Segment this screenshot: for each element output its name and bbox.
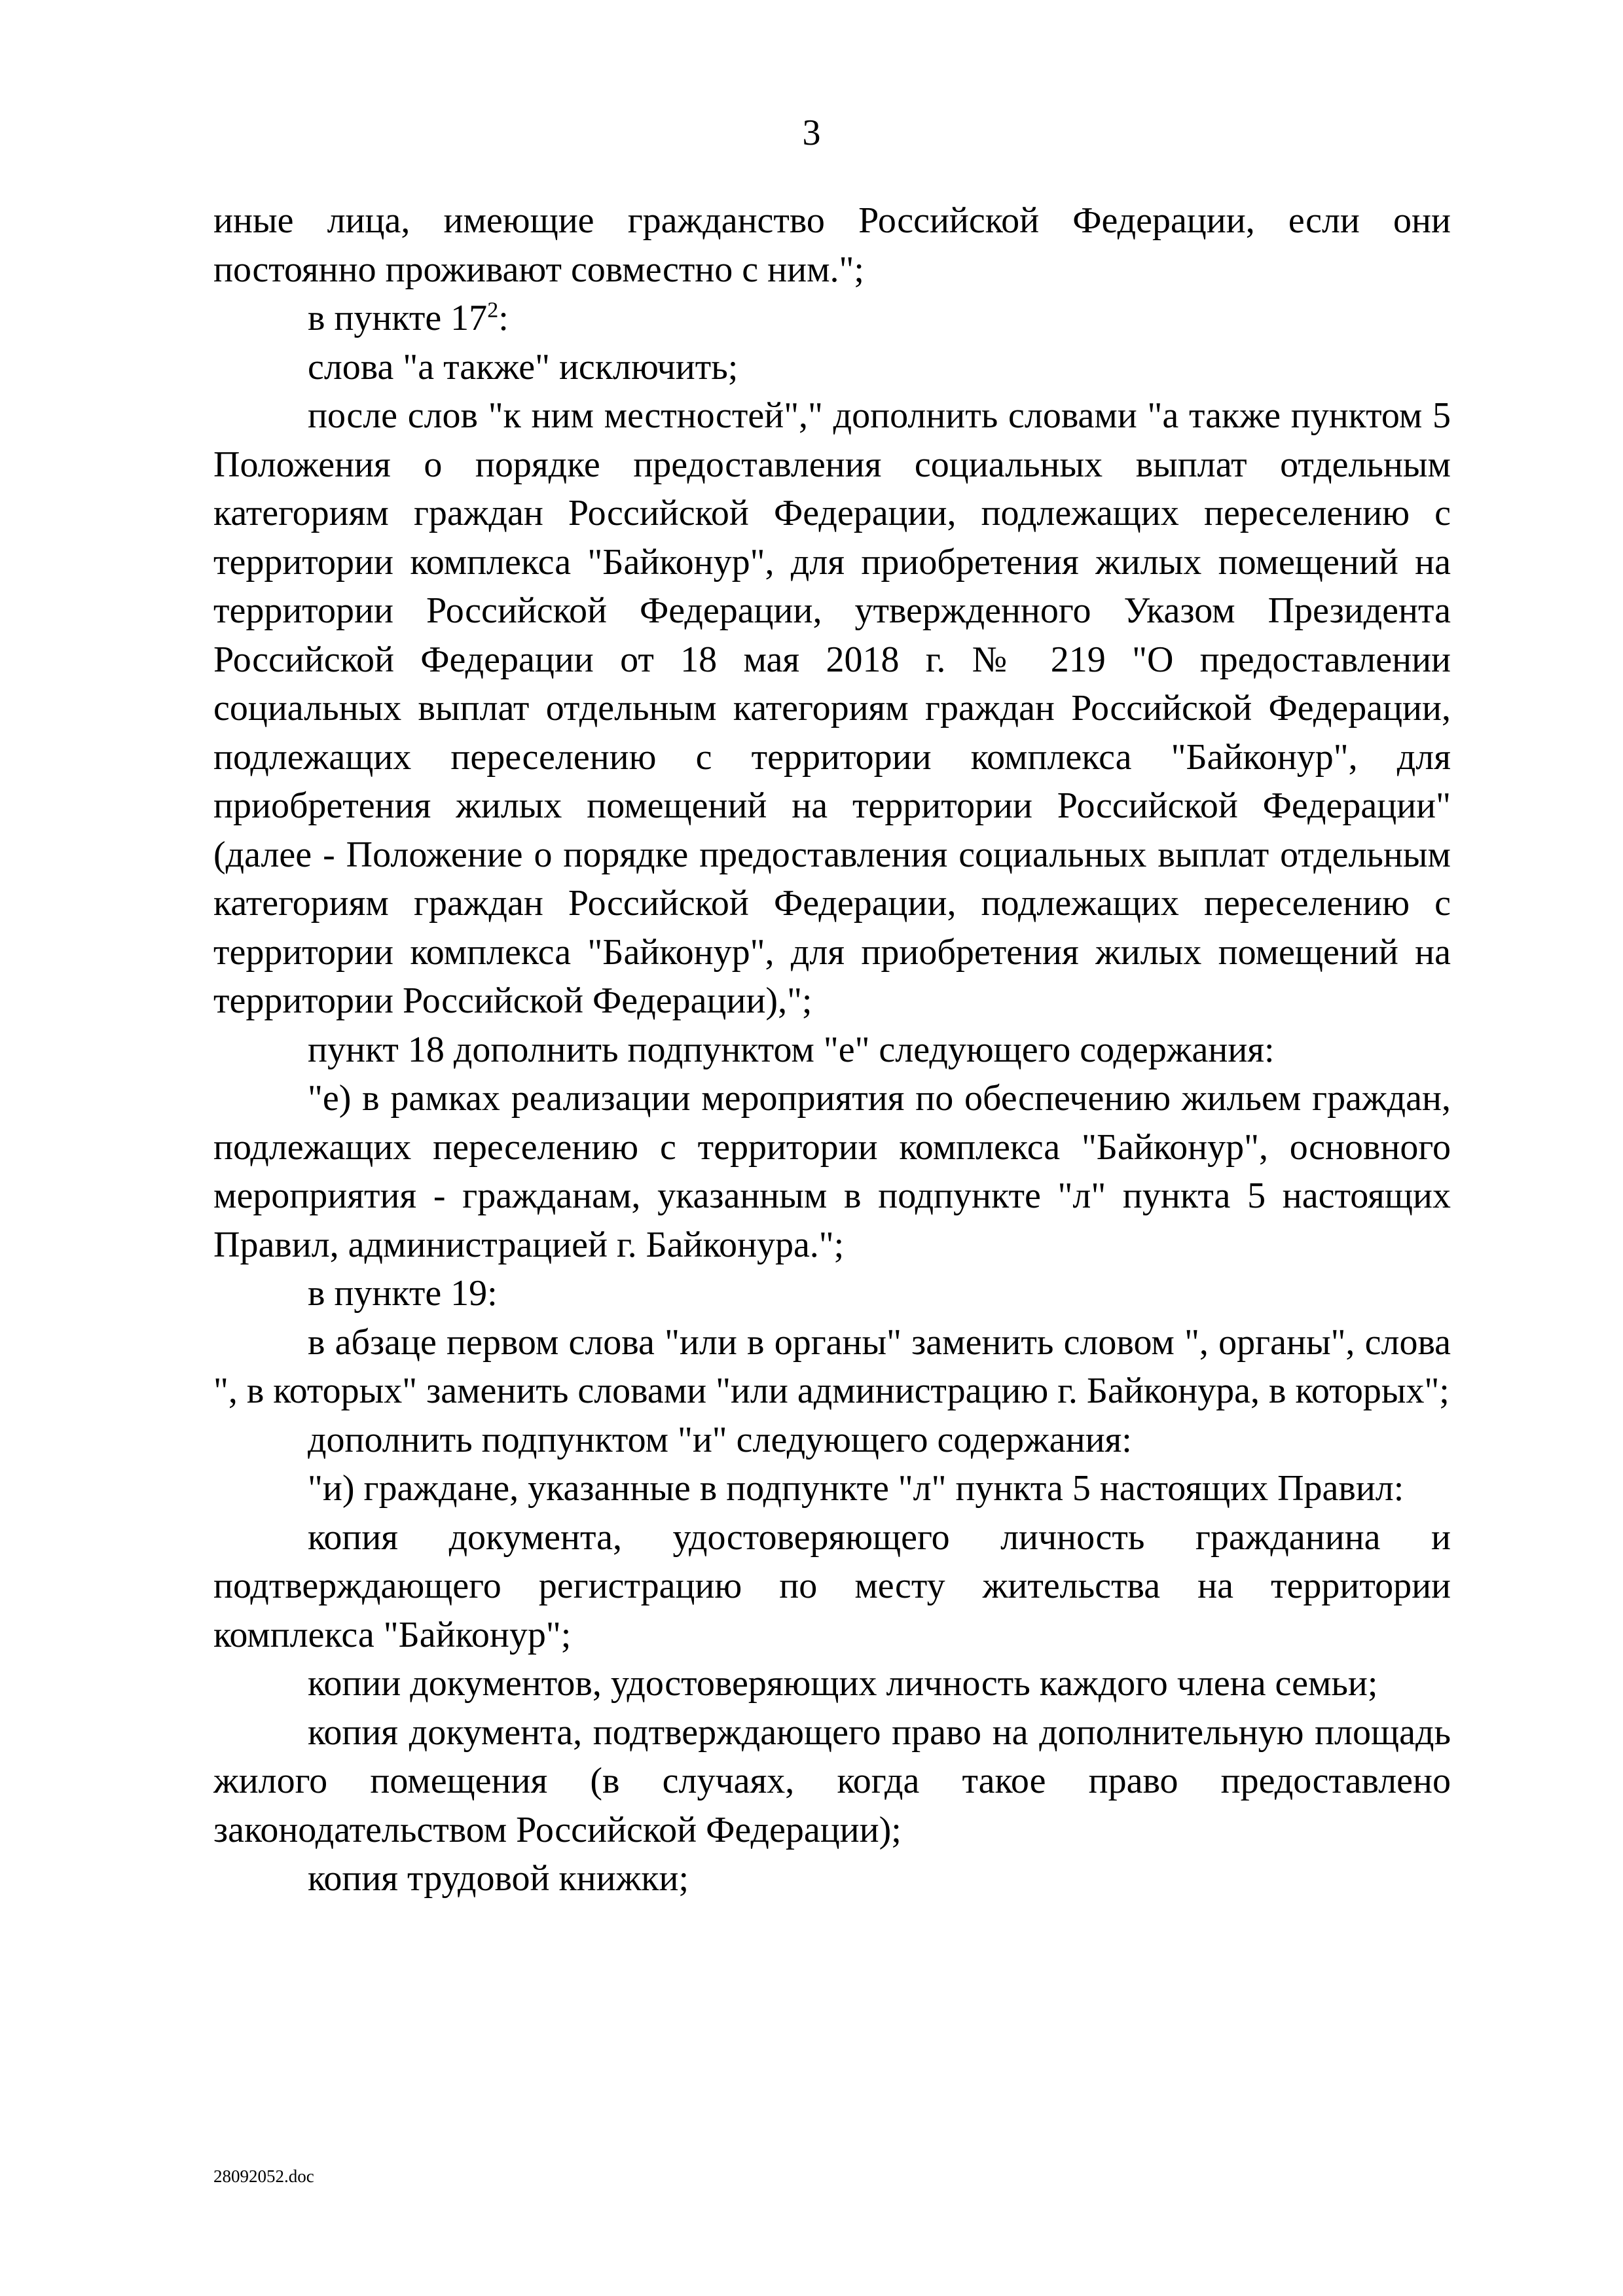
paragraph-3: слова "а также" исключить;: [308, 346, 739, 387]
page-number: 3: [802, 113, 821, 153]
paragraph-2-text: в пункте 17: [308, 298, 488, 338]
paragraph-8: в абзаце первом слова "или в органы" заменить словом ", органы", слова ", в которых" заменить словами "или администрацию г. Байконура, в которых";: [213, 1321, 1451, 1411]
paragraph-2-colon: :: [498, 298, 509, 338]
paragraph-13: копия документа, подтверждающего право на дополнительную площадь жилого помещения (в случаях, когда такое право предоставлено законодательством Российской Федерации);: [213, 1712, 1451, 1850]
document-filename-footer: 28092052.doc: [213, 2166, 314, 2186]
paragraph-5: пункт 18 дополнить подпунктом "е" следующего содержания:: [308, 1029, 1275, 1070]
paragraph-10: "и) граждане, указанные в подпункте "л" пункта 5 настоящих Правил:: [308, 1468, 1404, 1509]
superscript: 2: [487, 298, 499, 323]
paragraph-7: в пункте 19:: [308, 1273, 498, 1314]
paragraph-9: дополнить подпунктом "и" следующего содержания:: [308, 1419, 1132, 1460]
paragraph-6: "е) в рамках реализации мероприятия по обеспечению жильем граждан, подлежащих переселению с территории комплекса "Байконур", основного мероприятия - гражданам, указанным в подпункте "л" пункта 5 настоящих Правил, администрацией г. Байконура.";: [213, 1078, 1451, 1265]
paragraph-1: иные лица, имеющие гражданство Российской Федерации, если они постоянно проживают совместно с ним.";: [213, 200, 1451, 290]
paragraph-2: [213, 294, 1451, 343]
paragraph-14: копия трудовой книжки;: [308, 1858, 689, 1899]
paragraph-4: после слов "к ним местностей"," дополнить словами "а также пунктом 5 Положения о порядке предоставления социальных выплат отдельным категориям граждан Российской Федерации, подлежащих переселению с территории комплекса "Байконур", для приобретения жилых помещений на территории Российской Федерации, утвержденного Указом Президента Российской Федерации от 18 мая 2018 г. № 219 "О предоставлении социальных выплат отдельным категориям граждан Российской Федерации, подлежащих переселению с территории комплекса "Байконур", для приобретения жилых помещений на территории Российской Федерации" (далее - Положение о порядке предоставления социальных выплат отдельным категориям граждан Российской Федерации, подлежащих переселению с территории комплекса "Байконур", для приобретения жилых помещений на территории Российской Федерации),";: [213, 395, 1451, 1021]
paragraph-11: копия документа, удостоверяющего личность гражданина и подтверждающего регистрацию по месту жительства на территории комплекса "Байконур";: [213, 1516, 1451, 1655]
paragraph-12: копии документов, удостоверяющих личность каждого члена семьи;: [308, 1663, 1378, 1704]
document-body: [213, 196, 1451, 1903]
